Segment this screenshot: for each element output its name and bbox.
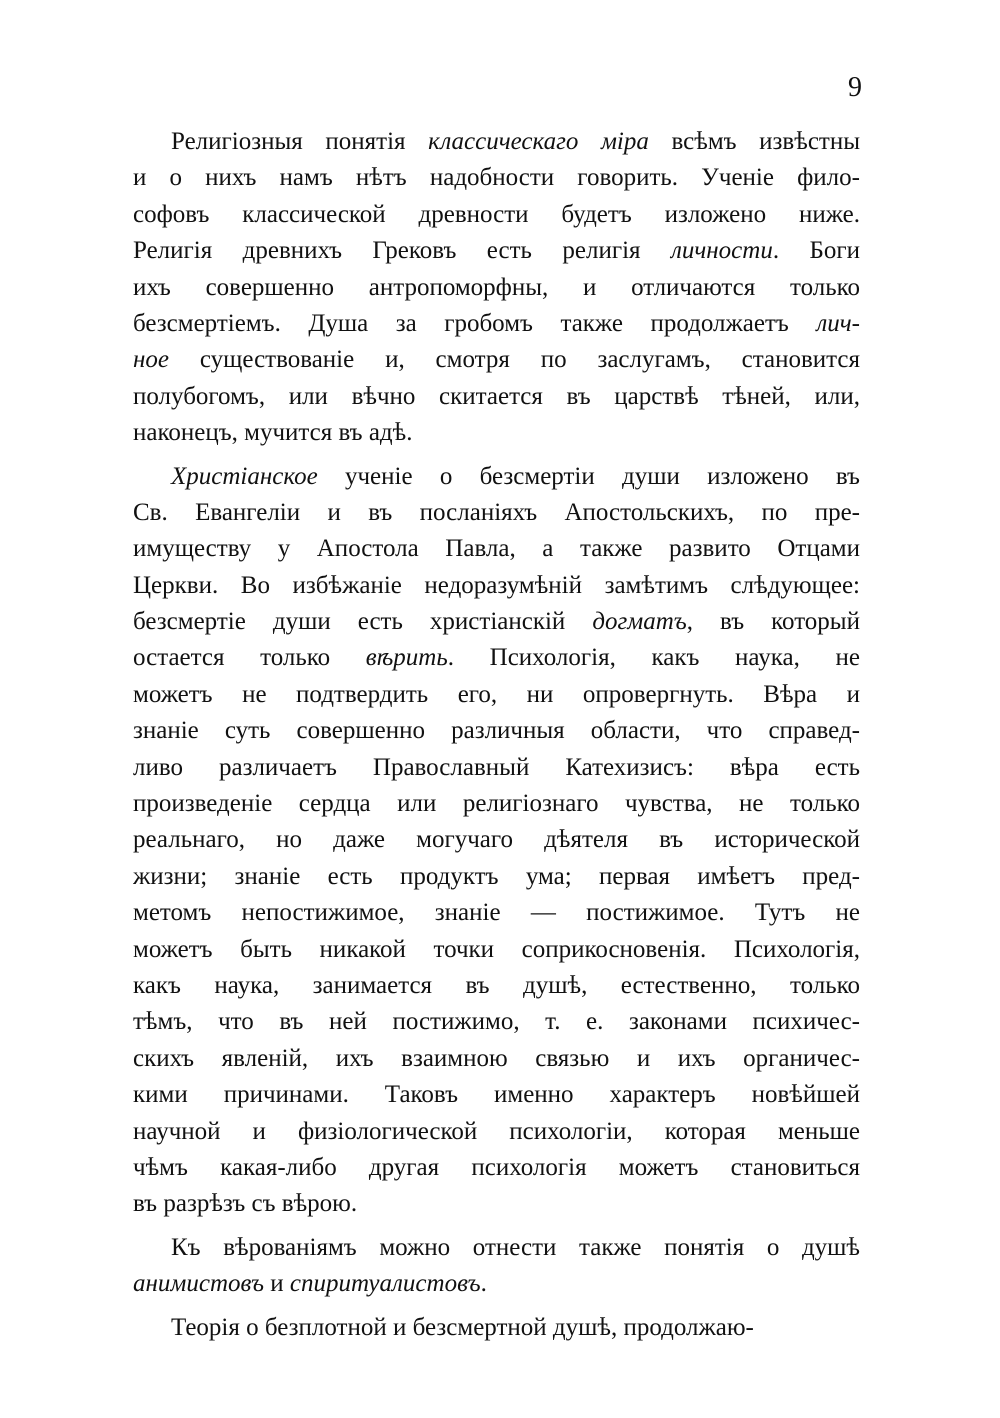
text-run: Къ вѣрованіямъ можно отнести также понятія о душѣ [171, 1233, 860, 1261]
text-run: жизни; знаніе есть продуктъ ума; первая имѣетъ пред- [133, 862, 860, 890]
italic-run: анимистовъ [133, 1270, 265, 1298]
text-run: наконецъ, мучится въ адѣ. [133, 419, 413, 447]
text-line [133, 1150, 860, 1186]
text-run: ливо различаетъ Православный Катехизисъ: вѣра есть [133, 753, 860, 781]
text-run: кими причинами. Таковъ именно характеръ новѣйшей [133, 1081, 860, 1109]
text-run: тѣмъ, что въ ней постижимо, т. е. законами психичес- [133, 1008, 860, 1036]
text-run: Св. Евангеліи и въ посланіяхъ Апостольскихъ, по пре- [133, 498, 860, 526]
text-line [133, 859, 860, 895]
text-line [133, 640, 860, 676]
paragraph [133, 1310, 860, 1346]
text-run: и о нихъ намъ нѣтъ надобности говорить. Ученіе фило- [133, 164, 860, 192]
text-run: Церкви. Во избѣжаніе недоразумѣній замѣтимъ слѣдующее: [133, 571, 860, 599]
text-run: какъ наука, занимается въ душѣ, естественно, только [133, 971, 860, 999]
text-run: . [480, 1270, 487, 1298]
text-run: софовъ классической древности будетъ изложено ниже. [133, 200, 860, 228]
text-line [133, 124, 860, 160]
italic-run: ное [133, 346, 169, 374]
text-line [133, 568, 860, 604]
text-run: можетъ быть никакой точки соприкосновенія. Психологія, [133, 935, 860, 963]
text-run: метомъ непостижимое, знаніе — постижимое. Тутъ не [133, 899, 860, 927]
text-run: существованіе и, смотря по заслугамъ, становится [169, 346, 860, 374]
text-run: безсмертіемъ. Душа за гробомъ также продолжаетъ [133, 309, 817, 337]
text-line [133, 677, 860, 713]
text-run: ихъ совершенно антропоморфны, и отличаются только [133, 273, 860, 301]
text-line [133, 1114, 860, 1150]
text-line [133, 1310, 860, 1346]
text-run: имуществу у Апостола Павла, а также развито Отцами [133, 535, 860, 563]
text-line [133, 197, 860, 233]
text-run: и [264, 1270, 290, 1298]
text-run: научной и физіологической психологіи, которая меньше [133, 1117, 860, 1145]
body-text [133, 124, 860, 1346]
italic-run: Христіанское [171, 462, 318, 490]
paragraph-gap [133, 452, 860, 459]
text-line [133, 604, 860, 640]
text-line [133, 786, 860, 822]
paragraph-gap [133, 1303, 860, 1310]
text-run: . Боги [772, 237, 860, 265]
text-run: всѣмъ извѣстны [648, 128, 860, 155]
paragraph [133, 1230, 860, 1303]
italic-run: вѣрить [365, 644, 448, 672]
text-line [133, 1077, 860, 1113]
text-line [133, 932, 860, 968]
paragraph-gap [133, 1223, 860, 1230]
text-line [133, 895, 860, 931]
text-line [133, 1004, 860, 1040]
text-run: скихъ явленій, ихъ взаимною связью и ихъ органичес- [133, 1044, 860, 1072]
text-run: Религія древнихъ Грековъ есть религія [133, 237, 671, 265]
text-run: безсмертіе души есть христіанскій [133, 608, 593, 636]
text-run: знаніе суть совершенно различныя области, что справед- [133, 717, 860, 745]
text-run: , въ который [686, 608, 860, 636]
italic-run: спиритуалистовъ [289, 1270, 481, 1298]
paragraph [133, 459, 860, 1223]
italic-run: догматъ [592, 608, 687, 636]
text-line [133, 459, 860, 495]
text-line [133, 1266, 860, 1302]
text-line [133, 713, 860, 749]
text-run: реальнаго, но даже могучаго дѣятеля въ исторической [133, 826, 860, 854]
text-line [133, 968, 860, 1004]
text-line [133, 233, 860, 269]
text-line [133, 1230, 860, 1266]
paragraph [133, 124, 860, 452]
text-line [133, 822, 860, 858]
text-run: остается только [133, 644, 366, 672]
text-run: можетъ не подтвердить его, ни опровергнуть. Вѣра и [133, 680, 860, 708]
text-line [133, 495, 860, 531]
text-line [133, 379, 860, 415]
text-run: . Психологія, какъ наука, не [447, 644, 860, 672]
text-line [133, 1186, 860, 1222]
text-line [133, 531, 860, 567]
italic-run: классическаго міра [428, 128, 649, 155]
text-line [133, 1041, 860, 1077]
text-run: въ разрѣзъ съ вѣрою. [133, 1190, 358, 1218]
text-run: ученіе о безсмертіи души изложено въ [317, 462, 860, 490]
text-run: Теорія о безплотной и безсмертной душѣ, продолжаю- [171, 1313, 754, 1341]
text-line [133, 342, 860, 378]
text-line [133, 415, 860, 451]
page-number: 9 [848, 72, 862, 103]
italic-run: личности [670, 237, 773, 265]
text-line [133, 306, 860, 342]
text-line [133, 160, 860, 196]
text-run: полубогомъ, или вѣчно скитается въ царствѣ тѣней, или, [133, 382, 860, 410]
text-run: чѣмъ какая-либо другая психологія можетъ становиться [133, 1153, 860, 1181]
text-run: Религіозныя понятія [171, 128, 429, 155]
text-run: произведеніе сердца или религіознаго чувства, не только [133, 790, 860, 818]
italic-run: лич- [816, 309, 860, 337]
text-line [133, 750, 860, 786]
text-line [133, 270, 860, 306]
